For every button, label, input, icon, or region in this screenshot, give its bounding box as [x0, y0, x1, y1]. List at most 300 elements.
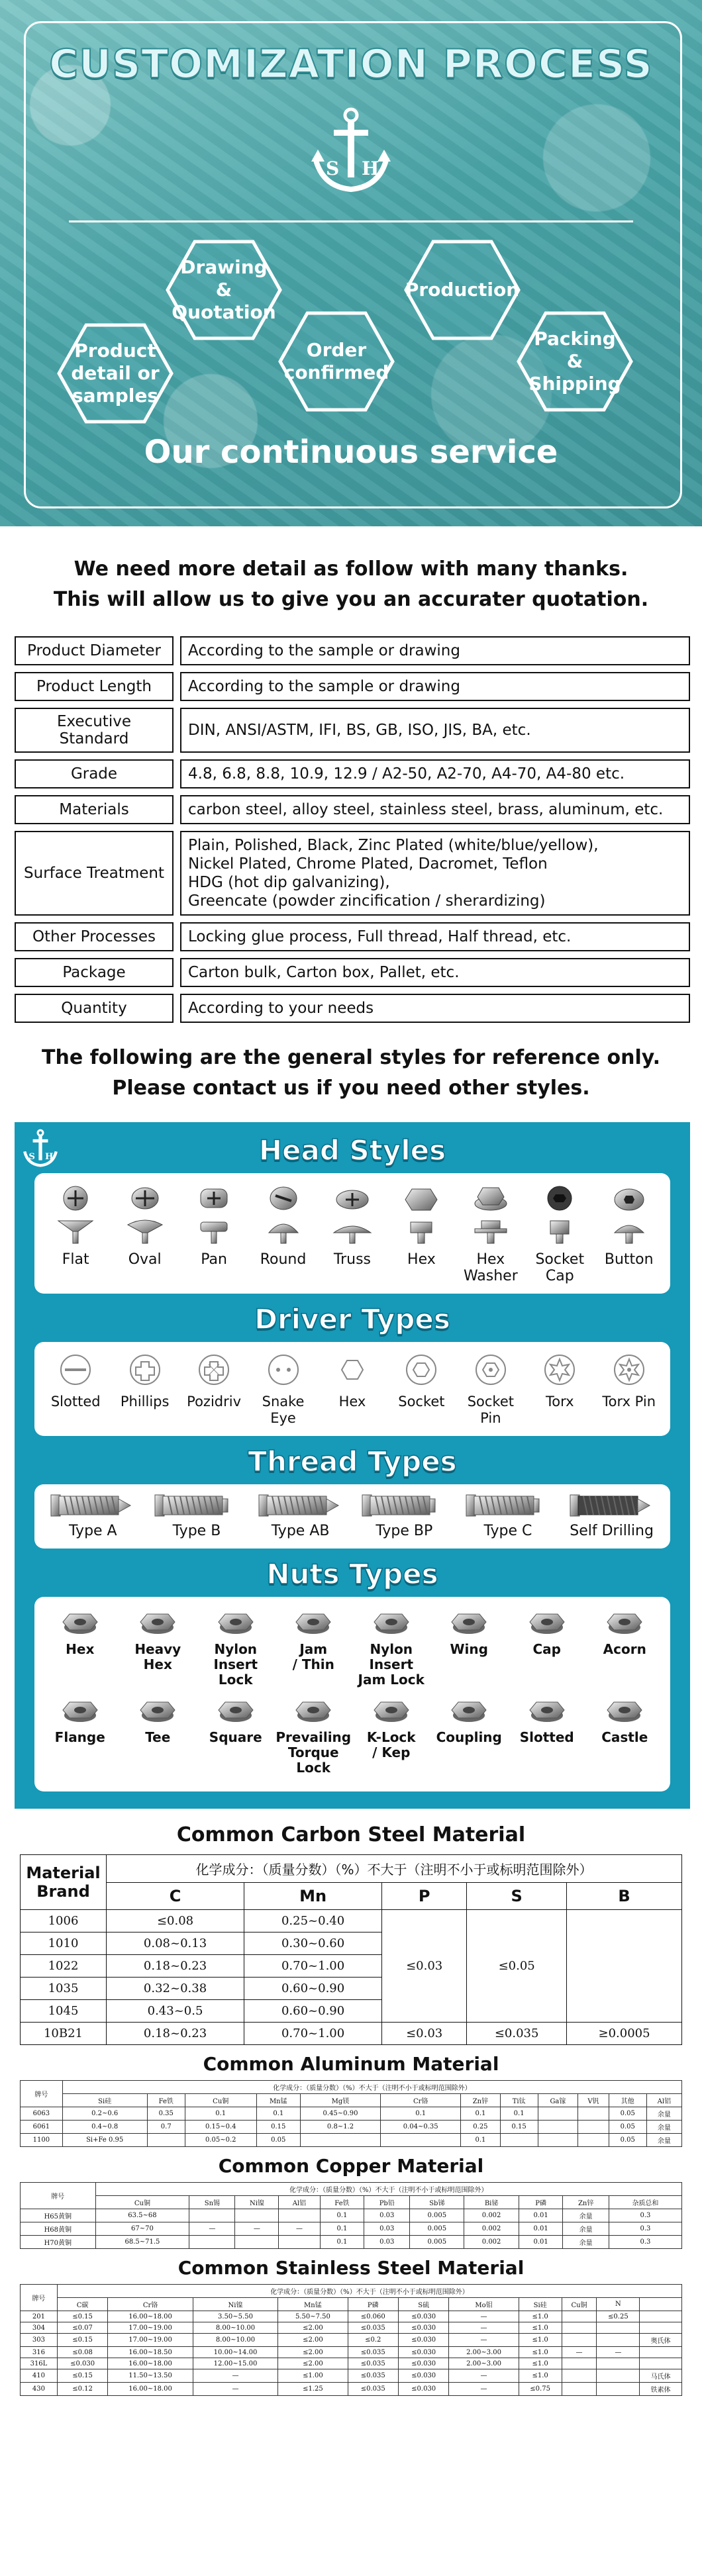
spec-value: Plain, Polished, Black, Zinc Plated (white/blue/yellow), Nickel Plated, Chrome Plated, Dacromet, Teflon HDG (hot dip galvanizing), Greencate (powder zincification / sherardizing) — [180, 831, 690, 916]
aluminum-cell: 0.35 — [147, 2107, 185, 2121]
spec-key: Executive Standard — [15, 708, 174, 753]
copper-cell: 0.01 — [519, 2209, 563, 2222]
spec-value: Carton bulk, Carton box, Pallet, etc. — [180, 958, 690, 987]
aluminum-cell — [147, 2134, 185, 2147]
aluminum-cell: 0.15~0.4 — [185, 2121, 256, 2134]
spec-value: Locking glue process, Full thread, Half thread, etc. — [180, 922, 690, 951]
carbon-c: 0.32~0.38 — [107, 1978, 244, 2000]
head-style-5-icon — [395, 1181, 448, 1247]
svg-text:S: S — [326, 158, 340, 179]
copper-cell: 0.1 — [320, 2209, 364, 2222]
stainless-col-header: P磷 — [348, 2298, 398, 2311]
aluminum-col-header: V钒 — [578, 2094, 609, 2107]
driver-type-0-icon — [56, 1350, 95, 1390]
nut-type-item — [588, 1605, 661, 1688]
aluminum-col-header: Zn锌 — [461, 2094, 500, 2107]
thread-type-1-icon — [154, 1492, 240, 1519]
stainless-header-row — [21, 2285, 682, 2298]
spec-value: 4.8, 6.8, 8.8, 10.9, 12.9 / A2-50, A2-70, A4-70, A4-80 etc. — [180, 759, 690, 788]
aluminum-cell: 1100 — [21, 2134, 63, 2147]
aluminum-cell — [578, 2107, 609, 2121]
spec-gap — [174, 672, 180, 701]
spec-gap — [174, 759, 180, 788]
copper-cell: H70黄铜 — [21, 2236, 96, 2249]
head-style-label: Hex Washer — [463, 1251, 518, 1284]
stainless-cell: ≤0.060 — [348, 2311, 398, 2322]
copper-grade-header: 牌号 — [21, 2183, 96, 2209]
spec-key: Surface Treatment — [15, 831, 174, 916]
spec-key: Quantity — [15, 994, 174, 1023]
head-style-item — [112, 1181, 178, 1284]
stainless-cell: ≤0.75 — [519, 2383, 562, 2396]
stainless-col-header: Ni镍 — [193, 2298, 277, 2311]
copper-row — [21, 2222, 682, 2236]
spec-gap — [174, 708, 180, 753]
head-style-label: Button — [604, 1251, 654, 1268]
nut-type-0-icon — [60, 1693, 100, 1726]
stainless-cell: 16.00~18.00 — [108, 2311, 193, 2322]
thread-type-item — [43, 1492, 142, 1539]
spec-gap — [174, 958, 180, 987]
copper-cell: 0.1 — [320, 2222, 364, 2236]
nut-type-6-icon — [527, 1605, 567, 1638]
copper-row — [21, 2209, 682, 2222]
stainless-cell: 17.00~19.00 — [108, 2322, 193, 2334]
detail-request-line-1: We need more detail as follow with many thanks. — [74, 557, 628, 581]
stainless-cell: 2.00~3.00 — [449, 2358, 519, 2369]
driver-type-label: Hex — [338, 1394, 366, 1409]
stainless-cell: 奥氏体 — [640, 2334, 682, 2347]
nuts-types-title: Nuts Types — [266, 1558, 438, 1590]
stainless-cell: ≤0.030 — [398, 2322, 448, 2334]
aluminum-col-header: Fe铁 — [147, 2094, 185, 2107]
copper-col-header: Cu铜 — [95, 2196, 189, 2209]
stainless-cell: 304 — [21, 2322, 58, 2334]
thread-type-4-icon — [465, 1492, 551, 1519]
aluminum-cell: 6063 — [21, 2107, 63, 2121]
aluminum-cell — [578, 2121, 609, 2134]
carbon-brand: 10B21 — [21, 2023, 107, 2045]
copper-col-header: Ni镍 — [235, 2196, 279, 2209]
stainless-cell: — — [597, 2347, 640, 2358]
stainless-row — [21, 2334, 682, 2347]
stainless-cell: ≤0.035 — [348, 2383, 398, 2396]
stainless-cell: — — [562, 2347, 597, 2358]
stainless-cell: ≤2.00 — [278, 2347, 348, 2358]
copper-cell: 0.005 — [410, 2236, 464, 2249]
spec-key: Package — [15, 958, 174, 987]
nut-type-label: Acorn — [603, 1641, 646, 1657]
spec-value: According to your needs — [180, 994, 690, 1023]
svg-text:H: H — [362, 158, 379, 179]
aluminum-title: Common Aluminum Material — [203, 2053, 499, 2075]
stainless-row — [21, 2347, 682, 2358]
nut-type-item — [277, 1605, 350, 1688]
aluminum-chem-header: 化学成分：（质量分数）（%）不大于（注明不小于或标明范围除外） — [62, 2081, 681, 2094]
detail-request-text — [0, 526, 702, 615]
carbon-col-header: C — [107, 1883, 244, 1910]
stainless-cell: ≤0.15 — [57, 2369, 107, 2383]
stainless-cell: 3.50~5.50 — [193, 2311, 277, 2322]
thread-type-item — [251, 1492, 350, 1539]
carbon-steel-title: Common Carbon Steel Material — [176, 1823, 526, 1846]
stainless-cell: ≤2.00 — [278, 2322, 348, 2334]
stainless-cell: ≤1.00 — [278, 2369, 348, 2383]
carbon-brand: 1006 — [21, 1910, 107, 1932]
driver-type-label: Slotted — [50, 1394, 101, 1409]
head-style-label: Oval — [128, 1251, 162, 1268]
spec-key: Other Processes — [15, 922, 174, 951]
aluminum-col-header: Ga镓 — [538, 2094, 578, 2107]
stainless-col-header: Si硅 — [519, 2298, 562, 2311]
aluminum-cell — [381, 2134, 461, 2147]
carbon-col-header: Mn — [244, 1883, 382, 1910]
process-step-5 — [517, 311, 633, 412]
carbon-col-header: P — [382, 1883, 467, 1910]
spec-row — [15, 831, 690, 916]
nut-type-item — [121, 1693, 194, 1776]
spec-row — [15, 636, 690, 665]
nut-type-label: Slotted — [519, 1729, 574, 1745]
carbon-col-header: B — [567, 1883, 682, 1910]
thread-type-item — [562, 1492, 662, 1539]
aluminum-row — [21, 2107, 682, 2121]
copper-cell: 余量 — [563, 2236, 609, 2249]
head-style-label: Flat — [62, 1251, 89, 1268]
head-style-3-icon — [257, 1181, 310, 1247]
nut-type-label: Nylon Insert Jam Lock — [358, 1641, 425, 1688]
nut-type-item — [432, 1693, 505, 1776]
nuts-row-1 — [41, 1605, 664, 1688]
spec-gap — [174, 831, 180, 916]
stainless-cell: 8.00~10.00 — [193, 2334, 277, 2347]
copper-cell: 0.03 — [364, 2236, 410, 2249]
spec-key: Materials — [15, 795, 174, 824]
nut-type-item — [511, 1605, 583, 1688]
carbon-brand: 1022 — [21, 1955, 107, 1978]
driver-types-title: Driver Types — [254, 1303, 450, 1335]
copper-cell: 0.3 — [609, 2209, 681, 2222]
head-style-item — [319, 1181, 385, 1284]
spec-row — [15, 672, 690, 701]
spec-key: Product Length — [15, 672, 174, 701]
stainless-cell: 16.00~18.00 — [108, 2383, 193, 2396]
driver-type-6-icon — [471, 1350, 511, 1390]
thread-type-label: Type BP — [376, 1523, 433, 1539]
copper-cell: 0.3 — [609, 2236, 681, 2249]
copper-cell: — — [235, 2222, 279, 2236]
thread-type-5-icon — [569, 1492, 655, 1519]
aluminum-row — [21, 2134, 682, 2147]
carbon-row — [21, 2023, 682, 2045]
nut-type-2-icon — [216, 1605, 256, 1638]
stainless-cell: ≤1.0 — [519, 2369, 562, 2383]
stainless-cell: 16.00~18.50 — [108, 2347, 193, 2358]
copper-cell: — — [189, 2222, 235, 2236]
carbon-row — [21, 1910, 682, 1932]
driver-type-2-icon — [194, 1350, 234, 1390]
anchor-logo-icon — [309, 106, 393, 205]
copper-col-header: Al铝 — [279, 2196, 320, 2209]
aluminum-cell: 0.15 — [256, 2121, 300, 2134]
driver-type-3-icon — [264, 1350, 303, 1390]
nut-type-label: Flange — [54, 1729, 105, 1745]
carbon-s: ≤0.035 — [467, 2023, 567, 2045]
carbon-p: ≤0.03 — [382, 2023, 467, 2045]
nut-type-7-icon — [605, 1693, 644, 1726]
aluminum-col-header: Al铝 — [646, 2094, 681, 2107]
stainless-col-header: Mo钼 — [449, 2298, 519, 2311]
driver-type-7-icon — [540, 1350, 579, 1390]
spec-row — [15, 958, 690, 987]
thread-type-label: Type AB — [271, 1523, 330, 1539]
carbon-mn: 0.70~1.00 — [244, 2023, 382, 2045]
stainless-cell: 11.50~13.50 — [108, 2369, 193, 2383]
nut-type-item — [588, 1693, 661, 1776]
stainless-cell: ≤0.030 — [398, 2334, 448, 2347]
aluminum-cell — [500, 2134, 538, 2147]
copper-cell: — — [279, 2222, 320, 2236]
hero-banner — [0, 0, 702, 526]
thread-type-label: Self Drilling — [570, 1523, 654, 1539]
nut-type-7-icon — [605, 1605, 644, 1638]
head-style-7-icon — [533, 1181, 586, 1247]
stainless-cell: — — [449, 2334, 519, 2347]
stainless-cell: 16.00~18.00 — [108, 2358, 193, 2369]
nut-type-label: K-Lock / Kep — [366, 1729, 416, 1760]
head-style-4-icon — [326, 1181, 379, 1247]
spec-row — [15, 994, 690, 1023]
stainless-cell: ≤1.0 — [519, 2311, 562, 2322]
head-style-2-icon — [187, 1181, 240, 1247]
stainless-cell: ≤2.00 — [278, 2334, 348, 2347]
aluminum-cell — [538, 2121, 578, 2134]
head-style-item — [458, 1181, 524, 1284]
head-style-label: Truss — [333, 1251, 372, 1268]
stainless-cell: ≤0.15 — [57, 2311, 107, 2322]
nut-type-item — [44, 1605, 117, 1688]
head-style-label: Hex — [407, 1251, 436, 1268]
stainless-cell: — — [449, 2383, 519, 2396]
aluminum-cell: 0.1 — [185, 2107, 256, 2121]
carbon-col-header: S — [467, 1883, 567, 1910]
spec-gap — [174, 795, 180, 824]
stainless-cell — [562, 2334, 597, 2347]
thread-type-item — [147, 1492, 246, 1539]
driver-type-item — [458, 1350, 524, 1427]
stainless-chem-header: 化学成分：（质量分数）（%）不大于（注明不小于或标明范围除外） — [57, 2285, 681, 2298]
spec-gap — [174, 922, 180, 951]
thread-type-3-icon — [361, 1492, 447, 1519]
aluminum-cell: 0.05~0.2 — [185, 2134, 256, 2147]
nut-type-item — [199, 1693, 272, 1776]
stainless-cols-row — [21, 2298, 682, 2311]
nut-type-item — [355, 1693, 428, 1776]
driver-type-8-icon — [609, 1350, 649, 1390]
process-step-3-label: Order confirmed — [283, 339, 389, 383]
driver-type-label: Pozidriv — [187, 1394, 242, 1409]
copper-cell: 0.03 — [364, 2222, 410, 2236]
stainless-cell — [597, 2369, 640, 2383]
stainless-cell: ≤1.0 — [519, 2322, 562, 2334]
nut-type-label: Hex — [66, 1641, 95, 1657]
aluminum-cell: 6061 — [21, 2121, 63, 2134]
aluminum-col-header: Si硅 — [62, 2094, 147, 2107]
aluminum-cell: 余量 — [646, 2107, 681, 2121]
detail-request-line-2: This will allow us to give you an accurater quotation. — [53, 588, 649, 611]
nut-type-4-icon — [372, 1693, 411, 1726]
stainless-cell: 201 — [21, 2311, 58, 2322]
thread-types-card — [34, 1484, 670, 1549]
spec-value: DIN, ANSI/ASTM, IFI, BS, GB, ISO, JIS, BA, etc. — [180, 708, 690, 753]
copper-cell: 0.1 — [320, 2236, 364, 2249]
copper-cell: 0.01 — [519, 2222, 563, 2236]
stainless-cell: 铁素体 — [640, 2383, 682, 2396]
stainless-cell: ≤2.00 — [278, 2358, 348, 2369]
aluminum-col-header: Ti钛 — [500, 2094, 538, 2107]
spec-value: According to the sample or drawing — [180, 636, 690, 665]
head-style-item — [250, 1181, 317, 1284]
spec-gap — [174, 636, 180, 665]
copper-cell — [189, 2209, 235, 2222]
carbon-steel-table — [20, 1854, 682, 2045]
copper-cell — [189, 2236, 235, 2249]
aluminum-cell: Si+Fe 0.95 — [62, 2134, 147, 2147]
copper-cell: 余量 — [563, 2222, 609, 2236]
copper-cell: 0.002 — [464, 2236, 519, 2249]
specification-table — [15, 630, 690, 1029]
stainless-cell: ≤0.035 — [348, 2322, 398, 2334]
process-step-1 — [57, 323, 174, 424]
nuts-row-2 — [41, 1693, 664, 1776]
copper-cell: 余量 — [563, 2209, 609, 2222]
stainless-cell: ≤0.08 — [57, 2347, 107, 2358]
stainless-cell — [562, 2369, 597, 2383]
styles-panel — [15, 1122, 690, 1809]
aluminum-cell: 0.1 — [461, 2134, 500, 2147]
copper-cell: 0.002 — [464, 2222, 519, 2236]
stainless-cell: ≤1.25 — [278, 2383, 348, 2396]
copper-col-header: Sb锑 — [410, 2196, 464, 2209]
stainless-col-header: Cr铬 — [108, 2298, 193, 2311]
copper-title: Common Copper Material — [218, 2155, 484, 2177]
thread-type-label: Type C — [483, 1523, 532, 1539]
stainless-cell — [640, 2347, 682, 2358]
driver-type-item — [42, 1350, 109, 1427]
copper-cell: 0.03 — [364, 2209, 410, 2222]
copper-cell — [235, 2209, 279, 2222]
process-step-2 — [166, 240, 282, 340]
driver-type-item — [319, 1350, 385, 1427]
thread-type-label: Type B — [172, 1523, 221, 1539]
stainless-cell: 5.50~7.50 — [278, 2311, 348, 2322]
head-style-1-icon — [119, 1181, 172, 1247]
copper-row — [21, 2236, 682, 2249]
carbon-c: 0.18~0.23 — [107, 2023, 244, 2045]
stainless-cell: 马氏体 — [640, 2369, 682, 2383]
aluminum-col-header: Mg镁 — [300, 2094, 380, 2107]
head-styles-title: Head Styles — [258, 1134, 446, 1167]
carbon-brand-header: Material Brand — [21, 1855, 107, 1910]
driver-type-label: Socket — [398, 1394, 445, 1409]
carbon-chem-header: 化学成分：（质量分数）（%）不大于（注明不小于或标明范围除外） — [107, 1855, 682, 1883]
head-style-6-icon — [464, 1181, 517, 1247]
stainless-cell — [597, 2334, 640, 2347]
stainless-cell — [562, 2383, 597, 2396]
process-step-1-label: Product detail or samples — [71, 340, 160, 406]
thread-type-0-icon — [50, 1492, 136, 1519]
stainless-cell: 17.00~19.00 — [108, 2334, 193, 2347]
carbon-s-shared: ≤0.05 — [467, 1910, 567, 2023]
stainless-title: Common Stainless Steel Material — [177, 2257, 525, 2279]
stainless-cell — [562, 2358, 597, 2369]
spec-row — [15, 708, 690, 753]
copper-cell: 68.5~71.5 — [95, 2236, 189, 2249]
copper-col-header: Bi铋 — [464, 2196, 519, 2209]
hero-title: CUSTOMIZATION PROCESS — [49, 41, 653, 87]
aluminum-cell: 余量 — [646, 2134, 681, 2147]
driver-type-item — [181, 1350, 247, 1427]
stainless-cell — [597, 2383, 640, 2396]
stainless-cell — [597, 2358, 640, 2369]
copper-col-header: Fe铁 — [320, 2196, 364, 2209]
nut-type-5-icon — [449, 1693, 489, 1726]
head-style-0-icon — [49, 1181, 102, 1247]
head-style-8-icon — [603, 1181, 656, 1247]
aluminum-col-header: Cr铬 — [381, 2094, 461, 2107]
nut-type-item — [199, 1605, 272, 1688]
nut-type-3-icon — [293, 1605, 333, 1638]
copper-cell: 0.01 — [519, 2236, 563, 2249]
stainless-cell: 316 — [21, 2347, 58, 2358]
copper-col-header: 杂质总和 — [609, 2196, 681, 2209]
process-step-3 — [278, 311, 395, 412]
carbon-b-empty — [567, 1910, 682, 2023]
nut-type-label: Square — [209, 1729, 262, 1745]
copper-col-header: Sn锡 — [189, 2196, 235, 2209]
spec-key: Grade — [15, 759, 174, 788]
thread-type-2-icon — [258, 1492, 344, 1519]
copper-cell: 0.002 — [464, 2209, 519, 2222]
spec-value: According to the sample or drawing — [180, 672, 690, 701]
copper-col-header: Zn锌 — [563, 2196, 609, 2209]
aluminum-cell — [300, 2134, 380, 2147]
driver-type-label: Torx — [545, 1394, 574, 1409]
stainless-cell: 430 — [21, 2383, 58, 2396]
nut-type-label: Jam / Thin — [292, 1641, 334, 1672]
aluminum-col-header: Mn锰 — [256, 2094, 300, 2107]
copper-cell — [235, 2236, 279, 2249]
stainless-col-header: Mn锰 — [278, 2298, 348, 2311]
carbon-c: 0.18~0.23 — [107, 1955, 244, 1978]
anchor-logo-small-icon — [21, 1129, 60, 1172]
stainless-row — [21, 2322, 682, 2334]
copper-cell — [279, 2236, 320, 2249]
stainless-cell: 8.00~10.00 — [193, 2322, 277, 2334]
driver-type-label: Phillips — [120, 1394, 170, 1409]
stainless-cell: ≤0.035 — [348, 2347, 398, 2358]
stainless-cell — [640, 2322, 682, 2334]
stainless-cell: ≤1.0 — [519, 2347, 562, 2358]
copper-col-header: P磷 — [519, 2196, 563, 2209]
stainless-row — [21, 2358, 682, 2369]
carbon-p-shared: ≤0.03 — [382, 1910, 467, 2023]
process-step-4 — [404, 240, 521, 340]
aluminum-cell: 0.1 — [461, 2107, 500, 2121]
aluminum-cell: 0.45~0.90 — [300, 2107, 380, 2121]
head-style-item — [42, 1181, 109, 1284]
copper-cell — [279, 2209, 320, 2222]
